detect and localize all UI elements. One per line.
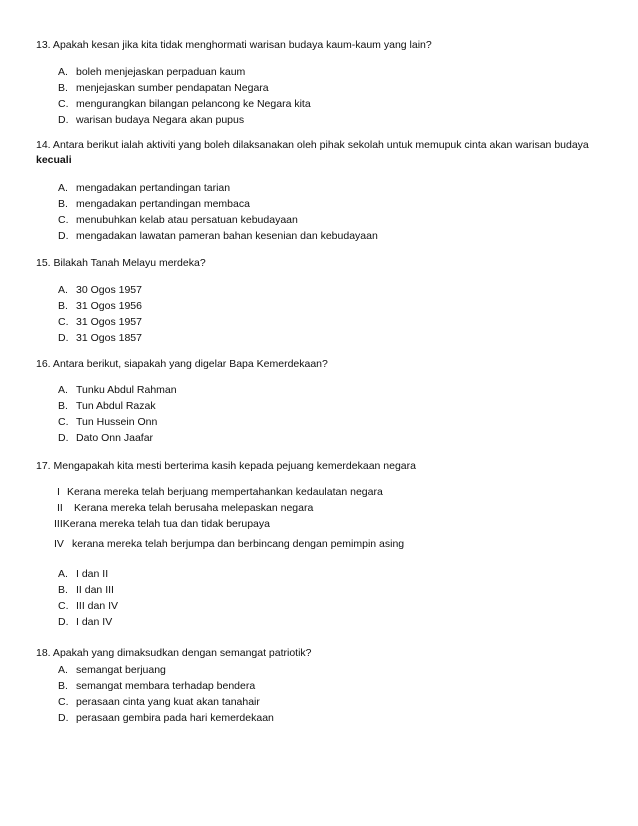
statement-i [54, 484, 614, 500]
option-a [58, 566, 598, 582]
question-18-options [58, 662, 598, 726]
option-letter: C. [58, 214, 69, 226]
option-d [58, 112, 598, 128]
option-text: 31 Ogos 1857 [76, 332, 142, 344]
option-text: 31 Ogos 1956 [76, 300, 142, 312]
option-b [58, 298, 598, 314]
statement-ii [54, 500, 614, 516]
option-a [58, 180, 598, 196]
question-17-text: 17. Mengapakah kita mesti berterima kasih kepada pejuang kemerdekaan negara [36, 460, 416, 472]
question-15-options [58, 282, 598, 346]
option-d [58, 228, 598, 244]
option-letter: D. [58, 616, 69, 628]
statement-text: Kerana mereka telah berusaha melepaskan negara [74, 502, 314, 514]
option-text: mengadakan pertandingan tarian [76, 182, 231, 194]
option-text: I dan II [76, 568, 109, 580]
option-c [58, 414, 598, 430]
question-17-options [58, 566, 598, 630]
option-text: Dato Onn Jaafar [76, 432, 154, 444]
option-letter: A. [58, 66, 68, 78]
option-b [58, 80, 598, 96]
option-text: menubuhkan kelab atau persatuan kebudayaan [76, 214, 298, 226]
option-letter: D. [58, 712, 69, 724]
option-letter: B. [58, 680, 68, 692]
option-text: 31 Ogos 1957 [76, 316, 142, 328]
option-text: 30 Ogos 1957 [76, 284, 142, 296]
option-letter: A. [58, 568, 68, 580]
option-d [58, 614, 598, 630]
option-text: I dan IV [76, 616, 113, 628]
option-text: II dan III [76, 584, 114, 596]
option-b [58, 196, 598, 212]
option-letter: D. [58, 230, 69, 242]
option-a [58, 382, 598, 398]
option-c [58, 694, 598, 710]
option-b [58, 582, 598, 598]
statement-iii [54, 516, 614, 532]
option-a [58, 662, 598, 678]
question-14-text: 14. Antara berikut ialah aktiviti yang boleh dilaksanakan oleh pihak sekolah untuk memupuk cinta akan warisan budaya [36, 139, 589, 151]
option-letter: A. [58, 384, 68, 396]
option-letter: C. [58, 316, 69, 328]
statement-numeral: I [57, 486, 60, 498]
option-text: III dan IV [76, 600, 119, 612]
option-text: mengadakan lawatan pameran bahan kesenian dan kebudayaan [76, 230, 378, 242]
option-d [58, 710, 598, 726]
option-c [58, 96, 598, 112]
option-letter: C. [58, 98, 69, 110]
option-letter: B. [58, 198, 68, 210]
option-text: Tun Hussein Onn [76, 416, 158, 428]
statement-iv [54, 536, 614, 552]
statement-numeral: II [57, 502, 63, 514]
option-letter: D. [58, 432, 69, 444]
question-16-text: 16. Antara berikut, siapakah yang digelar Bapa Kemerdekaan? [36, 358, 328, 370]
question-14-options [58, 180, 598, 244]
question-17-statements [54, 484, 614, 552]
option-text: boleh menjejaskan perpaduan kaum [76, 66, 246, 78]
option-c [58, 314, 598, 330]
option-text: warisan budaya Negara akan pupus [76, 114, 245, 126]
statement-text: Kerana mereka telah berjuang mempertahankan kedaulatan negara [67, 486, 383, 498]
option-letter: A. [58, 664, 68, 676]
option-d [58, 430, 598, 446]
option-letter: A. [58, 182, 68, 194]
option-letter: B. [58, 300, 68, 312]
option-letter: C. [58, 696, 69, 708]
option-letter: D. [58, 332, 69, 344]
question-14-emphasis: kecuali [36, 154, 72, 166]
option-letter: D. [58, 114, 69, 126]
option-text: semangat membara terhadap bendera [76, 680, 256, 692]
statement-numeral: IV [54, 538, 64, 550]
option-letter: C. [58, 600, 69, 612]
statement-text: kerana mereka telah berjumpa dan berbincang dengan pemimpin asing [72, 538, 405, 550]
option-d [58, 330, 598, 346]
option-a [58, 64, 598, 80]
option-text: mengadakan pertandingan membaca [76, 198, 250, 210]
option-a [58, 282, 598, 298]
question-13-options [58, 64, 598, 128]
option-text: perasaan gembira pada hari kemerdekaan [76, 712, 274, 724]
option-text: menjejaskan sumber pendapatan Negara [76, 82, 269, 94]
option-letter: B. [58, 82, 68, 94]
option-text: Tun Abdul Razak [76, 400, 156, 412]
statement-numeral: III [54, 518, 63, 530]
option-letter: A. [58, 284, 68, 296]
question-15-text: 15. Bilakah Tanah Melayu merdeka? [36, 257, 206, 269]
option-b [58, 678, 598, 694]
option-text: mengurangkan bilangan pelancong ke Negara kita [76, 98, 311, 110]
option-c [58, 212, 598, 228]
option-text: perasaan cinta yang kuat akan tanahair [76, 696, 260, 708]
option-b [58, 398, 598, 414]
option-letter: C. [58, 416, 69, 428]
question-16-options [58, 382, 598, 446]
statement-text: Kerana mereka telah tua dan tidak berupaya [62, 518, 270, 530]
question-14 [36, 138, 606, 168]
question-13-text: 13. Apakah kesan jika kita tidak menghormati warisan budaya kaum-kaum yang lain? [36, 39, 432, 51]
option-text: semangat berjuang [76, 664, 166, 676]
option-c [58, 598, 598, 614]
option-letter: B. [58, 400, 68, 412]
option-letter: B. [58, 584, 68, 596]
question-18-text: 18. Apakah yang dimaksudkan dengan semangat patriotik? [36, 647, 312, 659]
option-text: Tunku Abdul Rahman [76, 384, 177, 396]
